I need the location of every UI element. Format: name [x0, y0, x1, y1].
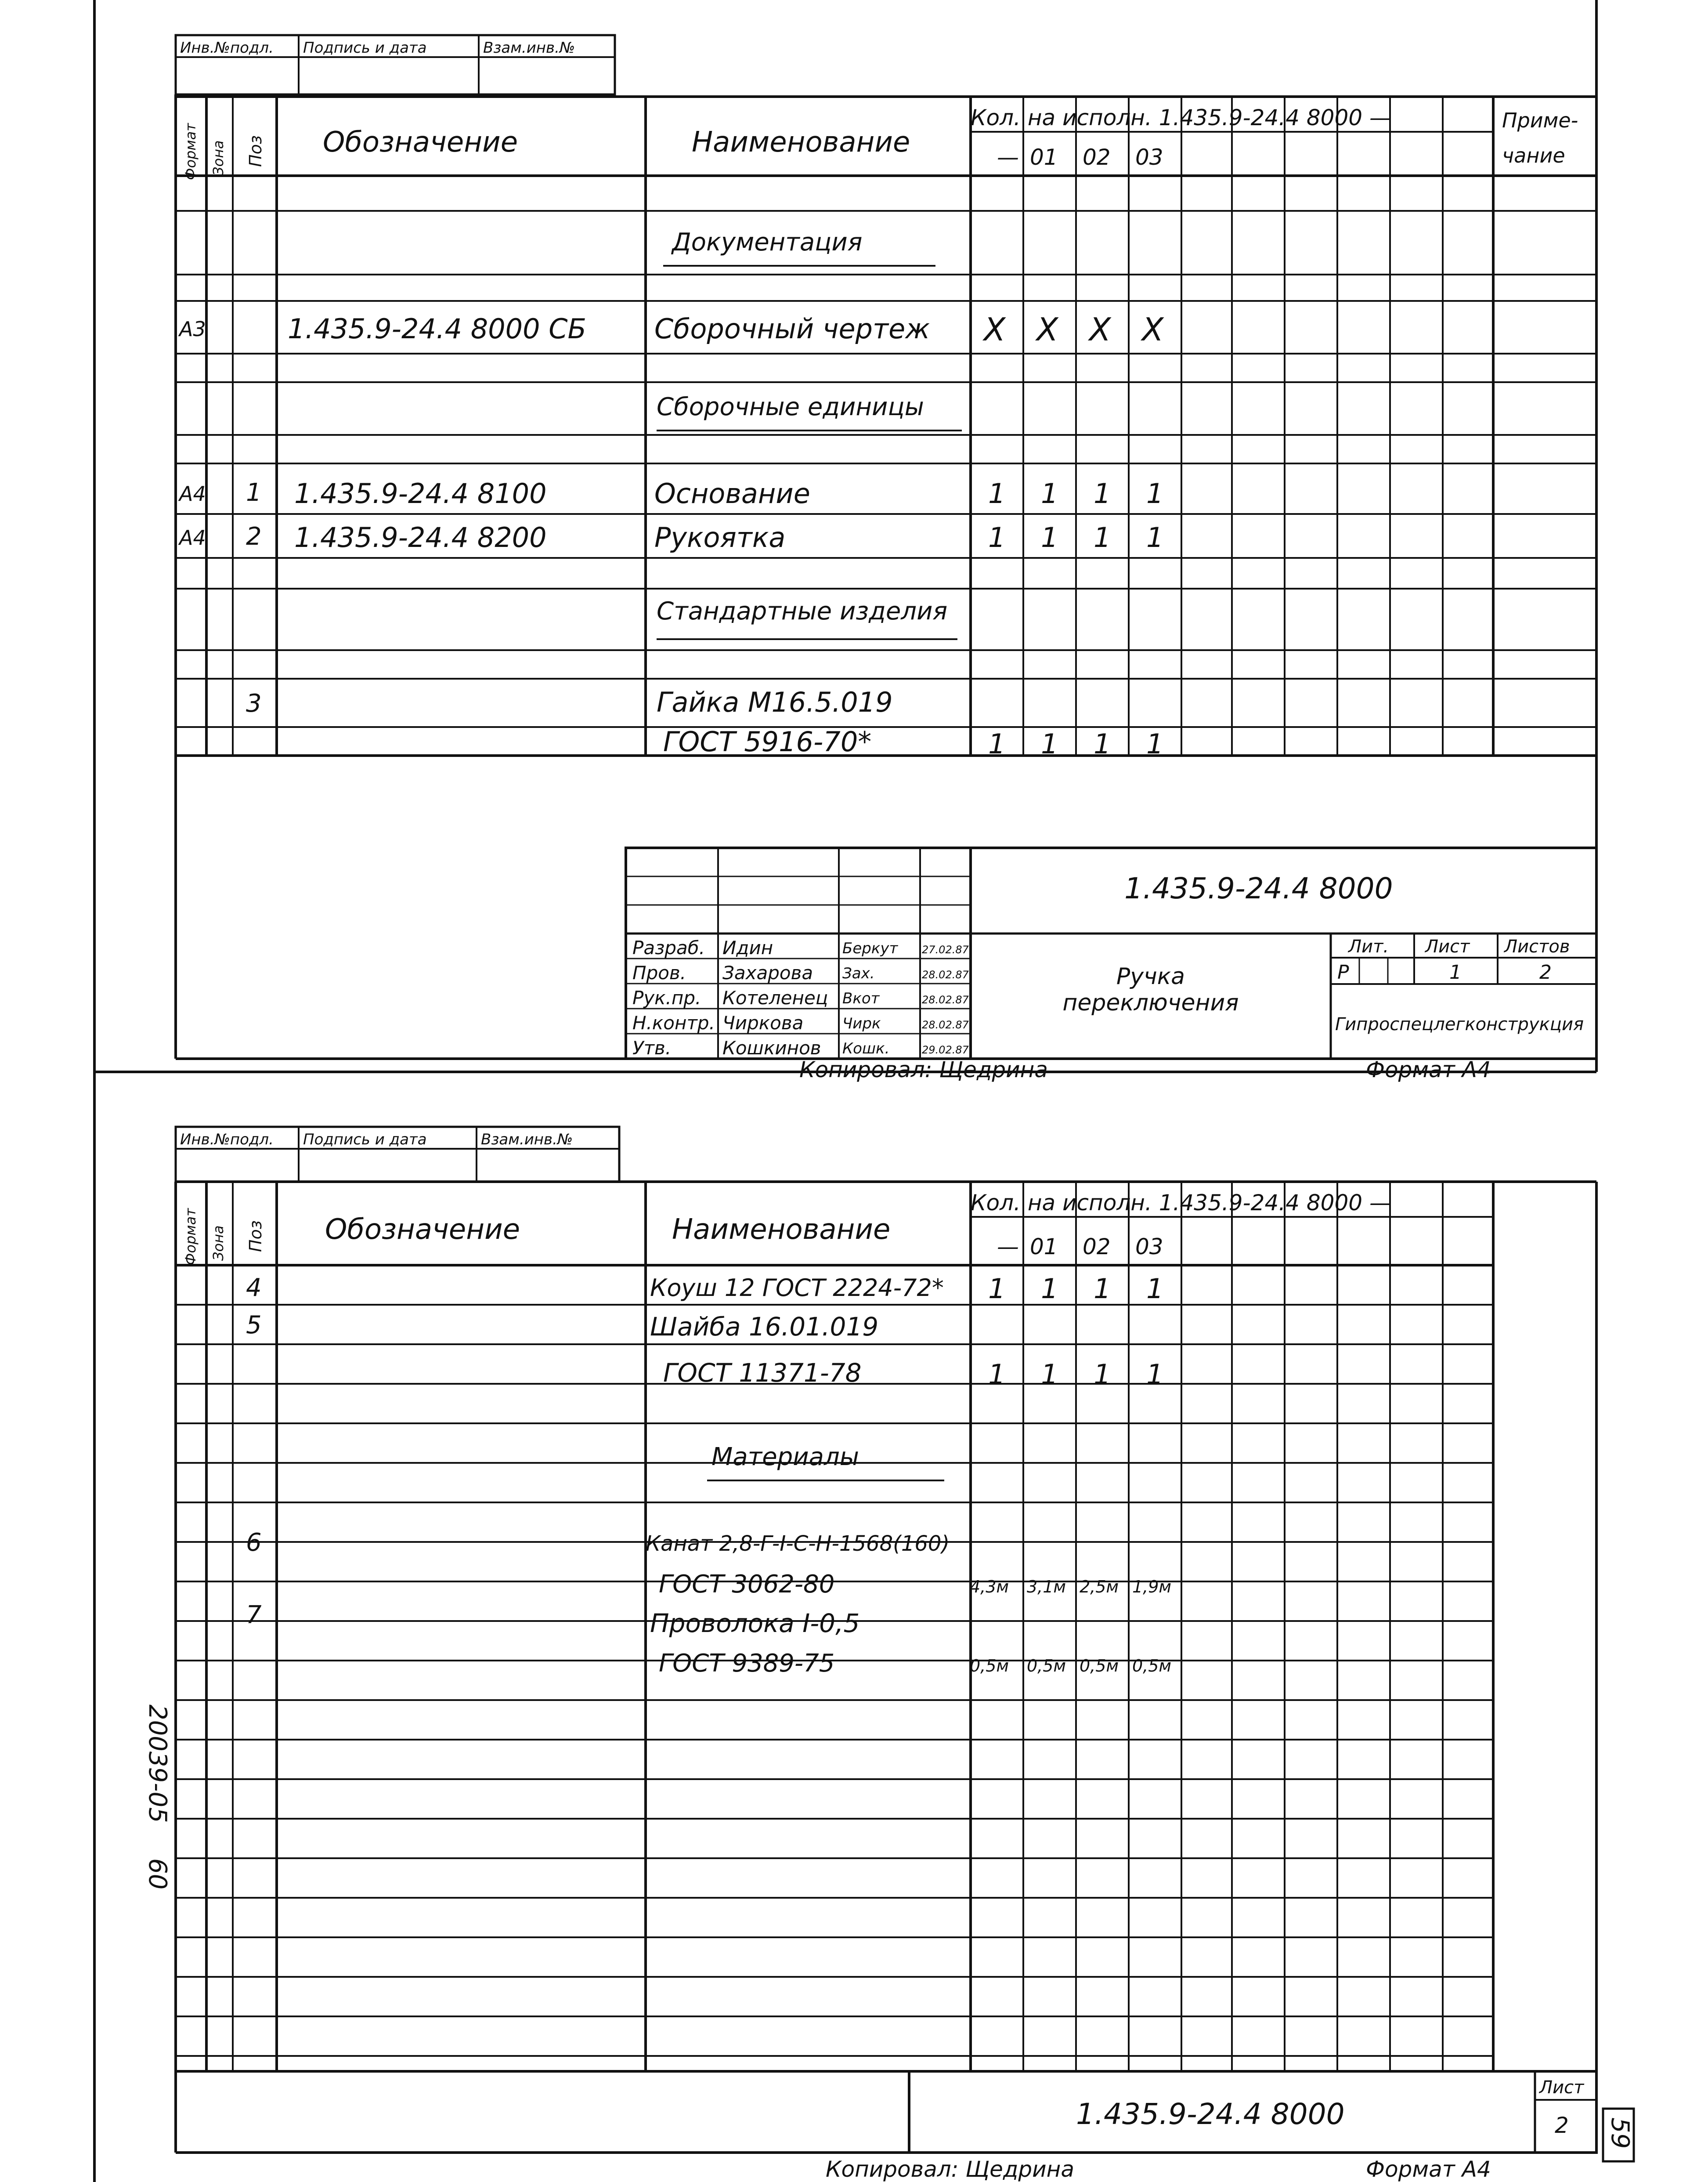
spec-table-grid-1 — [176, 97, 1596, 756]
name-prov: Захарова — [722, 962, 813, 984]
qty-01: 1 — [1041, 1273, 1058, 1305]
date: 28.02.87 — [922, 1019, 969, 1031]
sheet-label: Лист — [1539, 2077, 1584, 2098]
header-ex-02: 02 — [1083, 145, 1111, 170]
section-documentation: Документация — [672, 228, 863, 257]
header-zona: Зона — [210, 140, 227, 176]
sheet-value: 1 — [1449, 961, 1462, 984]
qty-02: X — [1089, 311, 1111, 348]
header-format: Формат — [182, 123, 199, 180]
qty-02: 1 — [1094, 728, 1111, 760]
signature: Кошк. — [842, 1040, 890, 1057]
section-materials: Материалы — [711, 1443, 859, 1471]
row-designation: 1.435.9-24.4 8200 — [294, 521, 547, 554]
role-nkontr: Н.контр. — [632, 1012, 715, 1034]
signature: Зах. — [842, 965, 875, 982]
header-poz: Поз — [246, 1220, 265, 1252]
qty-03: 1 — [1146, 728, 1164, 760]
spec-row — [246, 1273, 1163, 1305]
spec-row — [178, 311, 1164, 348]
role-ruk: Рук.пр. — [632, 987, 701, 1009]
header-naimenovanie: Наименование — [672, 1213, 891, 1246]
vzam-inv-label: Взам.инв.№ — [481, 1131, 573, 1148]
qty-base: 0,5м — [970, 1656, 1009, 1675]
format-label: Формат А4 — [1366, 1057, 1491, 1082]
copied-by: Копировал: Щедрина — [799, 1057, 1048, 1082]
title-block-1 — [626, 848, 1596, 1059]
spec-header-2 — [182, 1190, 1391, 1265]
spec-row — [246, 1601, 859, 1638]
name-razrab: Идин — [722, 937, 773, 959]
header-oboznachenie: Обозначение — [325, 1213, 520, 1246]
qty-03: 1 — [1146, 1273, 1164, 1305]
row-format: А3 — [179, 317, 206, 341]
sheet-label: Лист — [1425, 937, 1470, 957]
stamp-header-1 — [176, 35, 615, 94]
row-name: ГОСТ 9389-75 — [659, 1649, 835, 1678]
name-utv: Кошкинов — [722, 1037, 821, 1059]
podpis-data-label: Подпись и дата — [303, 1131, 427, 1148]
row-name: Проволока I-0,5 — [650, 1608, 860, 1638]
spec-row — [663, 1358, 1163, 1390]
section-standard-items: Стандартные изделия — [657, 597, 948, 626]
qty-01: 1 — [1041, 478, 1058, 510]
spec-row — [659, 1570, 1171, 1599]
qty-01: 0,5м — [1027, 1656, 1066, 1675]
header-ex-01: 01 — [1030, 145, 1058, 170]
qty-base: 1 — [988, 728, 1006, 760]
lit-value: Р — [1337, 961, 1349, 984]
spec-row — [178, 521, 1163, 554]
row-name: Шайба 16.01.019 — [650, 1312, 879, 1342]
qty-02: 1 — [1094, 1273, 1111, 1305]
qty-02: 0,5м — [1080, 1656, 1119, 1675]
row-position: 3 — [246, 689, 262, 718]
header-poz: Поз — [246, 135, 265, 167]
qty-base: 1 — [988, 1358, 1006, 1390]
signature: Чирк — [842, 1015, 881, 1032]
spec-header-1 — [182, 105, 1578, 180]
row-name: Основание — [654, 478, 810, 510]
vzam-inv-label: Взам.инв.№ — [483, 39, 575, 57]
row-position: 5 — [246, 1311, 262, 1339]
spec-row — [659, 1649, 1171, 1678]
header-zona: Зона — [210, 1225, 227, 1261]
header-oboznachenie: Обозначение — [323, 126, 518, 159]
sheet-value: 2 — [1555, 2113, 1569, 2138]
header-primechanie: Приме-чание — [1502, 109, 1578, 167]
qty-03: 1,9м — [1132, 1577, 1172, 1596]
qty-01: 1 — [1041, 728, 1058, 760]
qty-02: 1 — [1094, 478, 1111, 510]
page-number-left: 60 — [143, 1858, 172, 1890]
section-assembly-units: Сборочные единицы — [657, 393, 924, 421]
row-name: Сборочный чертеж — [654, 313, 930, 345]
qty-base: 4,3м — [970, 1577, 1009, 1596]
date: 29.02.87 — [922, 1044, 969, 1056]
header-ex-03: 03 — [1135, 1234, 1163, 1259]
spec-row — [246, 686, 893, 718]
row-position: 7 — [246, 1601, 262, 1629]
stamp-header-2 — [176, 1127, 619, 1182]
qty-02: 1 — [1094, 521, 1111, 554]
spec-row — [178, 478, 1163, 510]
qty-01: X — [1036, 311, 1058, 348]
organization: Гипроспецлегконструкция — [1335, 1014, 1584, 1035]
row-position: 4 — [246, 1274, 262, 1302]
date: 28.02.87 — [922, 994, 969, 1006]
title-block-2 — [909, 2071, 1596, 2153]
page-number-right: 59 — [1606, 2117, 1634, 2149]
header-kol-isp: Кол. на исполн. 1.435.9-24.4 8000 — — [971, 1190, 1392, 1216]
role-utv: Утв. — [632, 1037, 672, 1059]
qty-01: 3,1м — [1027, 1577, 1066, 1596]
sheets-label: Листов — [1504, 937, 1570, 957]
inv-podl-label: Инв.№подл. — [180, 39, 274, 57]
header-format: Формат — [182, 1208, 199, 1265]
row-name: ГОСТ 5916-70* — [663, 726, 872, 758]
role-prov: Пров. — [632, 962, 686, 984]
header-ex-base: — — [997, 1234, 1019, 1259]
sheets-value: 2 — [1539, 961, 1552, 984]
doc-number: 1.435.9-24.4 8000 — [1076, 2097, 1345, 2131]
doc-number: 1.435.9-24.4 8000 — [1124, 872, 1393, 905]
sheet-1 — [176, 35, 1596, 1082]
row-designation: 1.435.9-24.4 8100 — [294, 478, 547, 510]
spec-row — [246, 1311, 878, 1342]
row-name: ГОСТ 11371-78 — [663, 1358, 862, 1388]
row-format: А4 — [179, 482, 206, 506]
qty-02: 2,5м — [1080, 1577, 1119, 1596]
qty-01: 1 — [1041, 521, 1058, 554]
header-naimenovanie: Наименование — [692, 126, 910, 159]
date: 28.02.87 — [922, 969, 969, 981]
row-name: Коуш 12 ГОСТ 2224-72* — [650, 1274, 944, 1302]
qty-03: 1 — [1146, 478, 1164, 510]
row-designation: 1.435.9-24.4 8000 СБ — [288, 313, 587, 345]
row-name: ГОСТ 3062-80 — [659, 1570, 835, 1599]
format-label: Формат А4 — [1366, 2157, 1491, 2182]
qty-03: 1 — [1146, 1358, 1164, 1390]
product-name: Ручка переключения — [1062, 963, 1239, 1016]
inv-podl-label: Инв.№подл. — [180, 1131, 274, 1148]
qty-base: 1 — [988, 478, 1006, 510]
name-nkontr: Чиркова — [722, 1012, 804, 1034]
spec-table-grid-2 — [176, 1182, 1596, 2071]
row-format: А4 — [179, 526, 206, 550]
qty-03: 0,5м — [1132, 1656, 1172, 1675]
name-ruk: Котеленец — [722, 987, 828, 1009]
podpis-data-label: Подпись и дата — [303, 39, 427, 57]
row-position: 2 — [246, 522, 262, 551]
qty-01: 1 — [1041, 1358, 1058, 1390]
lit-label: Лит. — [1348, 937, 1389, 957]
row-name: Канат 2,8-Г-I-С-Н-1568(160) — [646, 1531, 950, 1556]
role-razrab: Разраб. — [632, 937, 705, 959]
signature: Беркут — [842, 940, 898, 957]
qty-03: 1 — [1146, 521, 1164, 554]
qty-03: X — [1142, 311, 1164, 348]
row-position: 1 — [246, 478, 262, 507]
qty-base: 1 — [988, 521, 1006, 554]
header-ex-base: — — [997, 145, 1019, 170]
header-ex-01: 01 — [1030, 1234, 1058, 1259]
header-ex-03: 03 — [1135, 145, 1163, 170]
row-name: Гайка М16.5.019 — [657, 686, 893, 718]
row-position: 6 — [246, 1528, 262, 1557]
row-name: Рукоятка — [654, 521, 786, 554]
date: 27.02.87 — [922, 944, 969, 956]
archive-number: 20039-05 — [143, 1704, 172, 1823]
qty-02: 1 — [1094, 1358, 1111, 1390]
sheet-2 — [176, 1127, 1634, 2182]
qty-base: X — [984, 311, 1006, 348]
signature: Вкот — [842, 990, 880, 1007]
qty-base: 1 — [988, 1273, 1006, 1305]
header-kol-isp: Кол. на исполн. 1.435.9-24.4 8000 — — [971, 105, 1392, 130]
header-ex-02: 02 — [1083, 1234, 1111, 1259]
copied-by: Копировал: Щедрина — [826, 2157, 1074, 2182]
